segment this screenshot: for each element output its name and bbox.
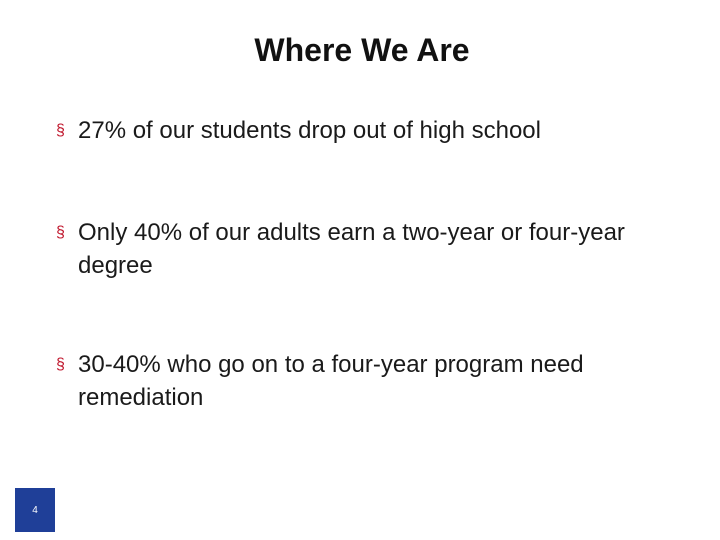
page-number-box: [15, 488, 55, 532]
bullet-text: 27% of our students drop out of high school: [78, 117, 541, 144]
bullet-item: [56, 348, 676, 414]
bullet-marker-icon: §: [56, 224, 65, 241]
bullet-text: 30-40% who go on to a four-year program need remediation: [78, 351, 584, 411]
page-number: 4: [32, 505, 38, 516]
bullet-item: [56, 114, 676, 147]
bullet-marker-icon: §: [56, 122, 65, 139]
bullet-marker-icon: §: [56, 356, 65, 373]
bullet-text: Only 40% of our adults earn a two-year or four-year degree: [78, 219, 625, 279]
bullet-item: [56, 216, 676, 282]
slide-title: Where We Are: [254, 32, 470, 68]
